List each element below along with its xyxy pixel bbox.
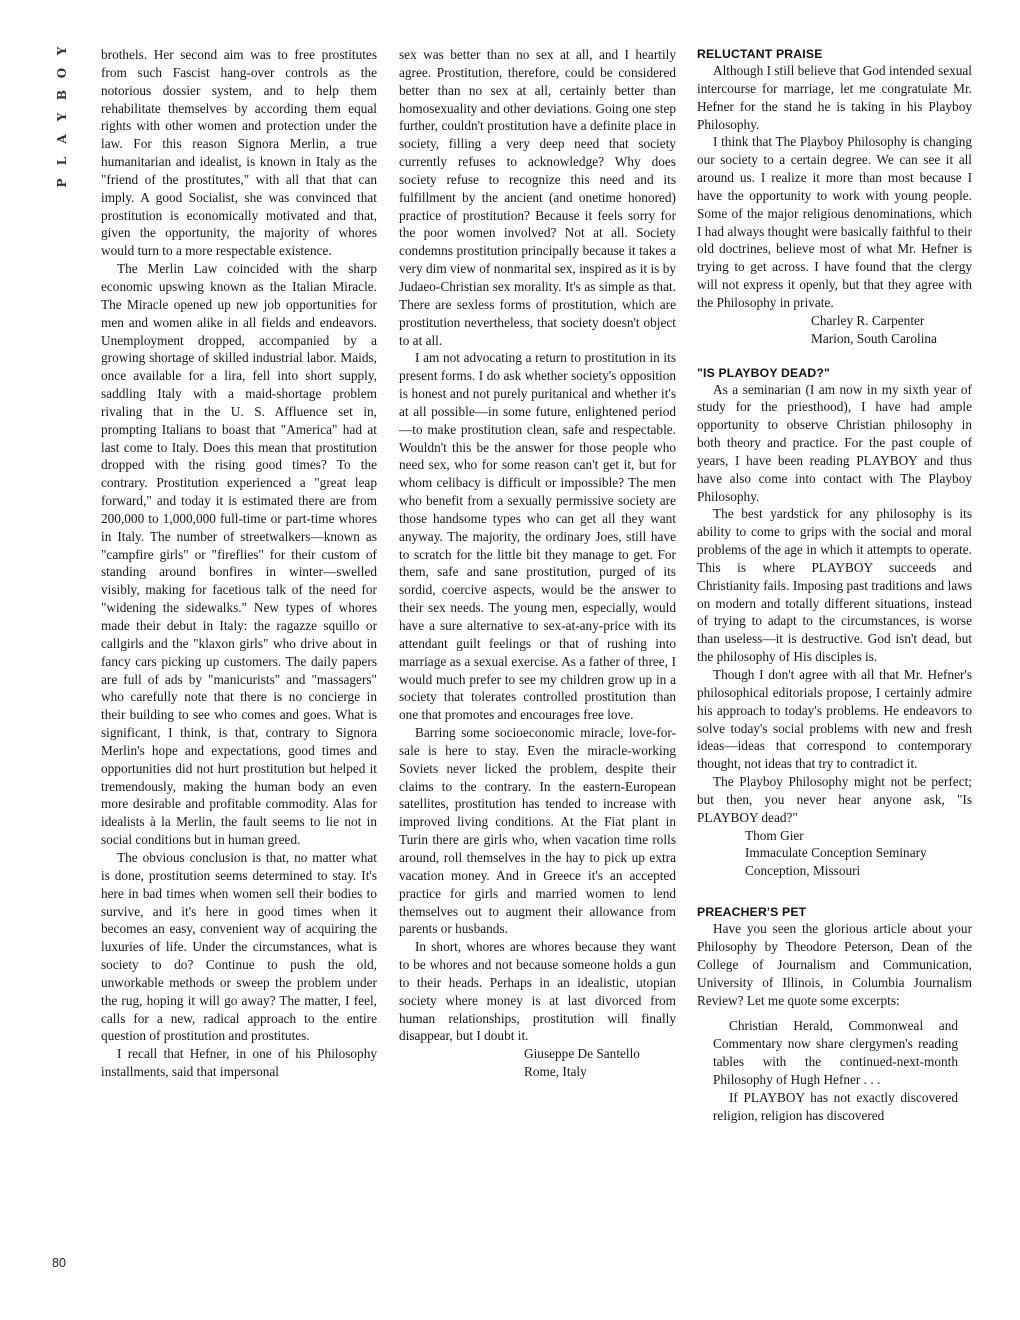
body-paragraph: The Merlin Law coincided with the sharp economic upswing known as the Italian Miracle. The Miracle opened up new job opportunities for men and women alike in all fields and endeavors. Unemployment dropped, accompanied by a growing shortage of skilled industrial labor. Maids, once available for a lira, fell into short supply, saddling Italy with a maid-shortage problem rivaling that in the U. S. Affluence set in, prompting Italians to boast that "America" had at last come to Italy. Does this mean that prostitution dropped with the rising good times? To the contrary. Prostitution experienced a "great leap forward," and today it is estimated there are from 200,000 to 1,000,000 full-time or part-time whores in Italy. The number of streetwalkers—known as "campfire girls" or "fireflies" for their custom of standing around bonfires in winter—swelled visibly, making for facetious talk of the need for "widening the sidewalks." New types of whores made their debut in Italy: the ragazze squillo or callgirls and the "klaxon girls" who drive about in fancy cars picking up customers. The daily papers are full of ads by "manicurists" and "massagers" who carefully note that there is no concierge in their building to see who comes and goes. What is significant, I think, is that, contrary to Signora Merlin's hope and expectations, good times and opportunities did not hurt prostitution but helped it tremendously, making the human body an even more desirable and profitable commodity. Alas for idealists à la Merlin, the fault seems to lie not in social conditions but in human greed. xyxy=(101,261,377,848)
signature-name: Giuseppe De Santello xyxy=(524,1046,640,1062)
body-paragraph: Barring some socioeconomic miracle, love-for-sale is here to stay. Even the miracle-working Soviets never licked the problem, despite their claims to the contrary. In the eastern-European satellites, prostitution has tended to increase with improved living conditions. At the Fiat plant in Turin there are girls who, when vacation time rolls around, roll themselves in the hay to pick up extra vacation money. And in Greece it's an accepted practice for girls and married women to lend themselves out to augment their allowance from parents or husbands. xyxy=(399,725,676,937)
running-head-letter: O xyxy=(55,67,69,79)
body-paragraph: The obvious conclusion is that, no matter what is done, prostitution seems determined to stay. It's here in bad times when women sell their bodies to survive, and it's here in good times when it becomes an easy, convenient way of acquiring the luxuries of life. Under the circumstances, what is society to do? Continue to push the old, unworkable methods or sweep the problem under the rug, hoping it will go away? The matter, I feel, calls for a new, radical approach to the entire question of prostitution and prostitutes. xyxy=(101,849,377,1044)
signature-place: Marion, South Carolina xyxy=(811,330,937,346)
running-head-letter: B xyxy=(55,89,69,101)
letter-signature xyxy=(697,312,972,348)
body-paragraph: brothels. Her second aim was to free prostitutes from such Fascist hang-over controls as the notorious dossier system, and to help them rehabilitate themselves by according them equal rights with other women and protection under the law. For this reason Signora Merlin, a true humanitarian and idealist, is known in Italy as the "friend of the prostitutes," with all that that can imply. A good Socialist, she was convinced that prostitution is economically motivated and that, given the opportunity, the majority of whores would turn to a more respectable existence. xyxy=(101,47,377,259)
page-number: 80 xyxy=(52,1256,66,1270)
running-head-letter: Y xyxy=(55,112,69,122)
body-paragraph: I recall that Hefner, in one of his Philosophy installments, said that impersonal xyxy=(101,1046,377,1080)
signature-name: Thom Gier xyxy=(745,827,804,843)
body-paragraph: Though I don't agree with all that Mr. Hefner's philosophical editorials propose, I certainly admire his approach to today's problems. He endeavors to solve today's social problems with new and fresh ideas—ideas that correspond to contemporary thought, not ideas that try to contradict it. xyxy=(697,667,972,772)
signature-name: Charley R. Carpenter xyxy=(811,312,925,328)
quoted-excerpt: Christian Herald, Commonweal and Commentary now share clergymen's reading tables with the continued-next-month Philosophy of Hugh Hefner . . . xyxy=(713,1018,958,1087)
signature-place: Conception, Missouri xyxy=(745,863,861,879)
letter-signature xyxy=(399,1045,676,1081)
body-paragraph: I am not advocating a return to prostitution in its present forms. I do ask whether society's opposition is honest and not purely puritanical and whether it's at all possible—in some future, enlightened period—to make prostitution clean, safe and respectable. Wouldn't this be the answer for those people who need sex, who for some reason can't get it, but for whom celibacy is difficult or impossible? The men who benefit from a sexually permissive society are those handsome types who can get all they want anyway. The majority, the ordinary Joes, still have to scratch for the little bit they manage to get. For them, safe and sane prostitution, purged of its sordid, coercive aspects, would be the answer to their sex needs. The young men, especially, would have a sure alternative to sex-at-any-price with its attendant guilt feelings or that of rushing into marriage as a sexual exercise. As a father of three, I would much prefer to see my children grow up in a society that tolerates controlled prostitution than one that promotes and encourages free love. xyxy=(399,350,676,723)
letter-heading: "IS PLAYBOY DEAD?" xyxy=(697,365,830,380)
body-paragraph: I think that The Playboy Philosophy is changing our society to a certain degree. We can see it all around us. I realize it more than most because I have the opportunity to work with young people. Some of the major religious denominations, which I had always thought were basically faithful to their old doctrines, believe most of what Mr. Hefner is trying to get across. I have found that the clergy will not express it openly, but that they agree with the Philosophy in private. xyxy=(697,134,972,310)
running-head-letter: A xyxy=(55,134,69,144)
body-paragraph: The best yardstick for any philosophy is its ability to come to grips with the social and moral problems of the age in which it attempts to operate. This is where PLAYBOY succeeds and Christianity fails. Imposing past traditions and laws on modern and totally different situations, instead of trying to adapt to the circumstances, is worse than useless—it is destructive. God isn't dead, but the philosophy of His disciples is. xyxy=(697,506,972,665)
body-paragraph: As a seminarian (I am now in my sixth year of study for the priesthood), I have had ample opportunity to observe Christian philosophy in both theory and practice. For the past couple of years, I have been reading PLAYBOY and thus have also come into contact with The Playboy Philosophy. xyxy=(697,381,972,504)
body-paragraph: sex was better than no sex at all, and I heartily agree. Prostitution, therefore, could be considered better than no sex at all, certainly better than homosexuality and other deviations. Going one step further, couldn't prostitution have a definite place in society, filling a very deep need that society currently refuses to acknowledge? Why does society refuse to recognize this need and its fulfillment by the ancient (and onetime honored) practice of prostitution? Because it feels sorry for the poor women involved? Not at all. Society condemns prostitution principally because it takes a very dim view of nonmarital sex, inspired as it is by Judaeo-Christian sex morality. It's as simple as that. There are sexless forms of prostitution, which are prostitution nevertheless, that society doesn't object to at all. xyxy=(399,47,676,348)
column-1 xyxy=(101,46,377,1081)
letter-heading: PREACHER'S PET xyxy=(697,905,807,920)
signature-org: Immaculate Conception Seminary xyxy=(745,845,927,861)
running-head-letter: L xyxy=(55,156,69,166)
body-paragraph: Have you seen the glorious article about your Philosophy by Theodore Peterson, Dean of the College of Journalism and Communication, University of Illinois, in Columbia Journalism Review? Let me quote some excerpts: xyxy=(697,921,972,1008)
quoted-excerpt: If PLAYBOY has not exactly discovered religion, religion has discovered xyxy=(713,1089,958,1123)
column-2 xyxy=(399,46,676,1081)
running-head-letter: Y xyxy=(55,46,69,56)
running-head-letter: P xyxy=(55,178,69,188)
body-paragraph: In short, whores are whores because they want to be whores and not because someone holds a gun to their heads. Perhaps in an idealistic, utopian society where money is at last divorced from human relationships, prostitution will finally disappear, but I doubt it. xyxy=(399,939,676,1044)
column-3 xyxy=(697,46,972,1124)
letter-heading: RELUCTANT PRAISE xyxy=(697,47,823,61)
running-head-vertical xyxy=(52,40,82,190)
body-paragraph: Although I still believe that God intended sexual intercourse for marriage, let me congratulate Mr. Hefner for the stand he is taking in his Playboy Philosophy. xyxy=(697,63,972,132)
letter-signature xyxy=(697,827,972,881)
signature-place: Rome, Italy xyxy=(524,1064,587,1080)
body-paragraph: The Playboy Philosophy might not be perfect; but then, you never hear anyone ask, "Is PLAYBOY dead?" xyxy=(697,774,972,825)
